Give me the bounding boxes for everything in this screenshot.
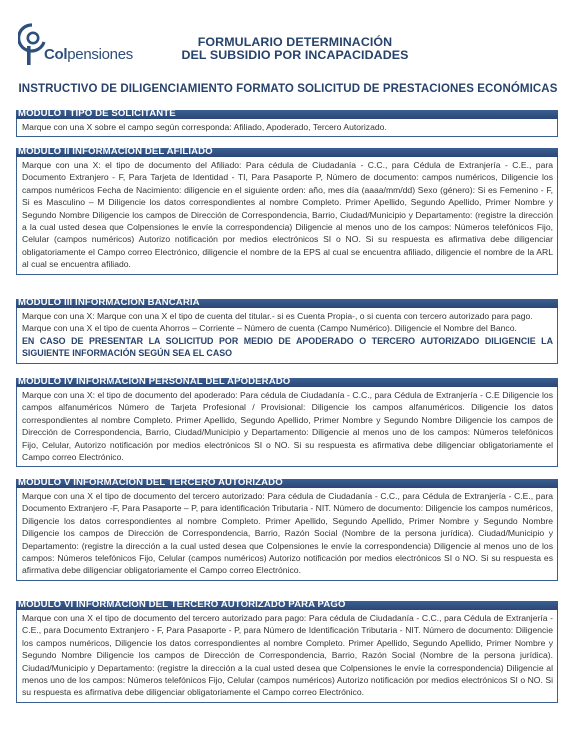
module-body	[16, 157, 558, 275]
module-2-afiliado	[16, 148, 558, 275]
module-title: MODULO III INFORMACIÓN BANCARIA	[18, 297, 200, 308]
brand-name-rest: pensiones	[67, 46, 133, 63]
module-paragraph: Marque con una X el tipo de documento del tercero autorizado para pago: Para cédula de Ciudadanía - C.C., para Cédula de Extranjería - C.E., para Documento Extranjero - F, Para Pasaporte - P, para Número de Identificación Tributaria - NIT. Número de documento: Diligencie los campos numéricos, Diligencie los datos correspondientes al nombre Completo. Primer Apellido, Segundo Apellido, Primer Nombre y Segundo Nombre Diligencie los campos de Dirección de Correspondencia, Barrio, Razón Social (Nombre de la persona jurídica). Ciudad/Municipio y Departamento: (registre la dirección a la cual usted desea que Colpensiones le envíe la correspondencia) Diligencie al menos uno de los campos: Números telefónicos Fijo, Celular (campos numéricos) Autorizo notificación por medios electrónicos SI o NO. Si su respuesta es afirmativa debe diligenciar obligatoriamente el Campo correo Electrónico.	[22, 613, 553, 698]
module-title: MODULO VI INFORMACIÓN DEL TERCERO AUTORIZADO PARA PAGO	[18, 599, 346, 610]
colpensiones-logo	[14, 22, 164, 70]
module-header-bar	[16, 299, 558, 308]
module-paragraph: Marque con una X sobre el campo según corresponda: Afiliado, Apoderado, Tercero Autorizado.	[22, 122, 387, 132]
module-3-bancaria	[16, 299, 558, 364]
module-paragraph: Marque con una X: Marque con una X el tipo de cuenta del titular.- si es Cuenta Propia-, o si cuenta con tercero autorizado para pago.	[22, 311, 533, 321]
module-title: MODULO I TIPO DE SOLICITANTE	[18, 108, 176, 119]
form-title-line-1: FORMULARIO DETERMINACIÓN	[197, 35, 393, 49]
module-paragraph: Marque con una X el tipo de documento del tercero autorizado: Para cédula de Ciudadanía - C.C., para Cédula de Extranjería - C.E., para Documento Extranjero -F, Para Pasaporte – P, para identificación Tributaria - NIT. Número de documento: Diligencie los campos numéricos, Diligencie los datos correspondientes al nombre Completo. Primer Apellido, Segundo Apellido, Primer Nombre y Segundo Nombre Diligencie los campos de Dirección de Correspondencia, Barrio, Razón Social (Nombre de la persona jurídica). Ciudad/Municipio y Departamento: (registre la dirección a la cual usted desea que Colpensiones le envíe la correspondencia) Diligencie al menos uno de los campos: Números telefónicos Fijo, Celular (campos numéricos) Autorizo notificación por medios electrónicos SI o NO. Si su respuesta es afirmativa debe diligenciar obligatoriamente el Campo correo Electrónico.	[22, 491, 553, 576]
module-body	[16, 488, 558, 581]
module-body	[16, 119, 558, 137]
module-header-bar	[16, 148, 558, 157]
module-4-apoderado	[16, 378, 558, 467]
module-body	[16, 308, 558, 364]
module-header-bar	[16, 479, 558, 488]
module-paragraph: Marque con una X el tipo de cuenta Ahorros – Corriente – Número de cuenta (Campo Numérico). Diligencie el Nombre del Banco.	[22, 323, 517, 334]
module-body	[16, 610, 558, 703]
form-title	[175, 36, 415, 62]
apoderado-notice: EN CASO DE PRESENTAR LA SOLICITUD POR MEDIO DE APODERADO O TERCERO AUTORIZADO DILIGENCIE LA SIGUIENTE INFORMACIÓN SEGÚN SEA EL CASO	[22, 335, 553, 359]
module-1-solicitante	[16, 110, 558, 137]
module-paragraph: Marque con una X: el tipo de documento del apoderado: Para cédula de Ciudadanía - C.C., para Cédula de Extranjería - C.E Diligencie los campos alfanuméricos Número de Tarjeta Profesional / Provisional: Diligencie los campos alfanuméricos. Diligencie los datos correspondientes al nombre Completo. Primer Apellido, Segundo Apellido, Primer Nombre y Segundo Nombre Diligencie los campos de Dirección de Correspondencia, Barrio, Ciudad/Municipio y Departamento: Diligencie al menos uno de los campos: Números telefónicos Fijo, Celular, Autorizo notificación por medios electrónicos SI o NO. Si su respuesta es afirmativa debe diligenciar obligatoriamente el Campo correo Electrónico.	[22, 390, 553, 463]
module-title: MODULO II INFORMACIÓN DEL AFILIADO	[18, 146, 213, 157]
module-header-bar	[16, 601, 558, 610]
module-body	[16, 387, 558, 467]
brand-name-bold: Col	[44, 46, 68, 63]
brand-name	[44, 46, 133, 63]
module-5-tercero-autorizado	[16, 479, 558, 581]
module-header-bar	[16, 378, 558, 387]
page-header	[0, 0, 576, 80]
module-title: MODULO IV INFORMACIÓN PERSONAL DEL APODERADO	[18, 376, 291, 387]
module-6-tercero-pago	[16, 601, 558, 703]
module-paragraph: Marque con una X: el tipo de documento del Afiliado: Para cédula de Ciudadanía - C.C., para Cédula de Extranjería - C.E., para Documento Extranjero - F, Para Tarjeta de Identidad - TI, Para Pasaporte P, Número de documento: campos numéricos, Diligencie los campos numéricos Fecha de Nacimiento: diligencie en el siguiente orden: año, mes día (aaaa/mm/dd) Sexo (género): Si es Femenino - F, Si es Masculino – M Diligencie los datos correspondientes al nombre Completo. Primer Apellido, Segundo Apellido, Primer Nombre y Segundo Nombre Diligencie los campos de Dirección de Correspondencia, Barrio, Ciudad/Municipio y Departamento: (registre la dirección a la cual usted desea que Colpensiones le envíe la correspondencia) Diligencie al menos uno de los campos: Números telefónicos Fijo, Celular (campos numéricos) Autorizo notificación por medios electrónicos SI o NO. Si su respuesta es afirmativa debe diligenciar obligatoriamente el Campo correo Electrónico, diligencie el nombre de la EPS al cual se encuentra afiliado, diligencie el nombre de la ARL al cual se encuentra afiliado.	[22, 160, 553, 270]
form-title-line-2: DEL SUBSIDIO POR INCAPACIDADES	[181, 48, 409, 62]
module-header-bar	[16, 110, 558, 119]
document-title: INSTRUCTIVO DE DILIGENCIAMIENTO FORMATO SOLICITUD DE PRESTACIONES ECONÓMICAS	[18, 83, 558, 95]
module-title: MODULO V INFORMACIÓN DEL TERCERO AUTORIZADO	[18, 477, 283, 488]
